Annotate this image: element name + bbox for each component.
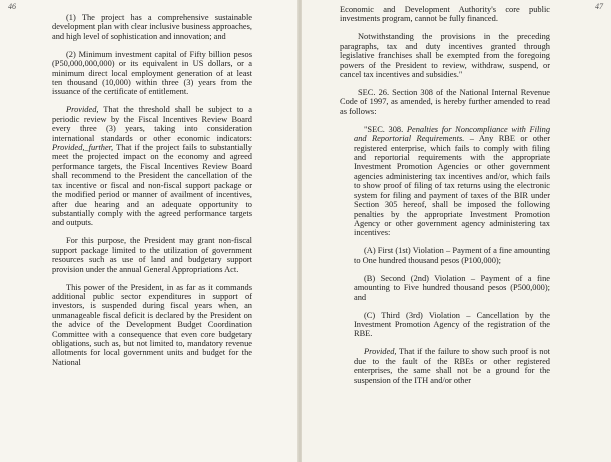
paragraph	[52, 105, 252, 227]
proviso-lead: Provided,	[66, 105, 99, 115]
page-number: 47	[595, 2, 603, 11]
left-page-body	[52, 13, 252, 376]
paragraph	[354, 125, 550, 238]
amended-section	[354, 125, 550, 385]
proviso-text: That the threshold shall be subject to a periodic review by the Fiscal Incentives Review Board every three (3) years, taking into consideration international standards or other economic indicators:	[52, 105, 252, 143]
paragraph: Notwithstanding the provisions in the preceding paragraphs, tax and duty incentives granted through legislative franchises shall be exempted from the foregoing powers of the President to review, withdraw, suspend, or cancel tax incentives and subsidies."	[340, 32, 550, 80]
page-number: 46	[8, 2, 16, 11]
right-page	[302, 0, 611, 462]
proviso-lead: Provided,	[364, 347, 397, 357]
proviso-lead: Provided,_further,	[52, 143, 114, 153]
proviso-text: That if the failure to show such proof is not due to the fault of the RBEs or other registered enterprises, the same shall not be a ground for the suspension of the ITH and/or other	[354, 347, 550, 385]
penalty-item: (B) Second (2nd) Violation – Payment of a fine amounting to Five hundred thousand pesos (P500,000); and	[354, 273, 550, 302]
left-page	[0, 0, 298, 462]
section-label: "SEC. 308.	[364, 124, 407, 134]
section-title: Penalties for Noncompliance with Filing and Reportorial Requirements.	[354, 124, 551, 144]
proviso-text: That if the project fails to substantially meet the projected impact on the economy and agreed performance targets, the Fiscal Incentives Review Board shall recommend to the President the cancellation of the tax incentive or fiscal and non-fiscal support package or the modified period or manner of availment of incentives, after due hearing and an adequate opportunity to substantially comply with the agreed performance targets and outputs.	[52, 143, 252, 228]
paragraph: Economic and Development Authority's core public investments program, cannot be fully financed.	[340, 5, 550, 24]
section-text: – Any RBE or other registered enterprise, which fails to comply with filing and reportorial requirements with the appropriate Investment Promotion Agencies or other government agencies administering tax incentives and/or, which fails to show proof of filing of tax returns using the electronic system for filing and payment of taxes of the BIR under Section 305 hereof, shall be imposed the following penalties by the appropriate Investment Promotion Agency or other government agency administering tax incentives:	[354, 134, 550, 238]
paragraph: For this purpose, the President may grant non-fiscal support package limited to the utilization of government resources such as use of land and budgetary support provision under the annual General Appropriations Act.	[52, 236, 252, 274]
penalty-item: (A) First (1st) Violation – Payment of a fine amounting to One hundred thousand pesos (P100,000);	[354, 246, 550, 265]
penalty-item: (C) Third (3rd) Violation – Cancellation by the Investment Promotion Agency of the registration of the RBE.	[354, 310, 550, 339]
paragraph	[354, 347, 550, 385]
paragraph: This power of the President, in as far as it commands additional public sector expenditures in support of investors, is suspended during fiscal years when, an unmanageable fiscal deficit is declared by the President on the advice of the Development Budget Coordination Committee with a consequence that even core budgetary obligations, such as, but not limited to, mandatory revenue allotments for local government units and budget for the National	[52, 282, 252, 367]
right-page-body	[340, 5, 550, 385]
section-heading-paragraph: SEC. 26. Section 308 of the National Internal Revenue Code of 1997, as amended, is hereby further amended to read as follows:	[340, 88, 550, 116]
paragraph: (1) The project has a comprehensive sustainable development plan with clear inclusive business approaches, and high level of sophistication and innovation; and	[52, 13, 252, 41]
paragraph: (2) Minimum investment capital of Fifty billion pesos (P50,000,000,000) or its equivalent in US dollars, or a minimum direct local employment generation of at least ten thousand (10,000) within three (3) years from the issuance of the certificate of entitlement.	[52, 49, 252, 97]
